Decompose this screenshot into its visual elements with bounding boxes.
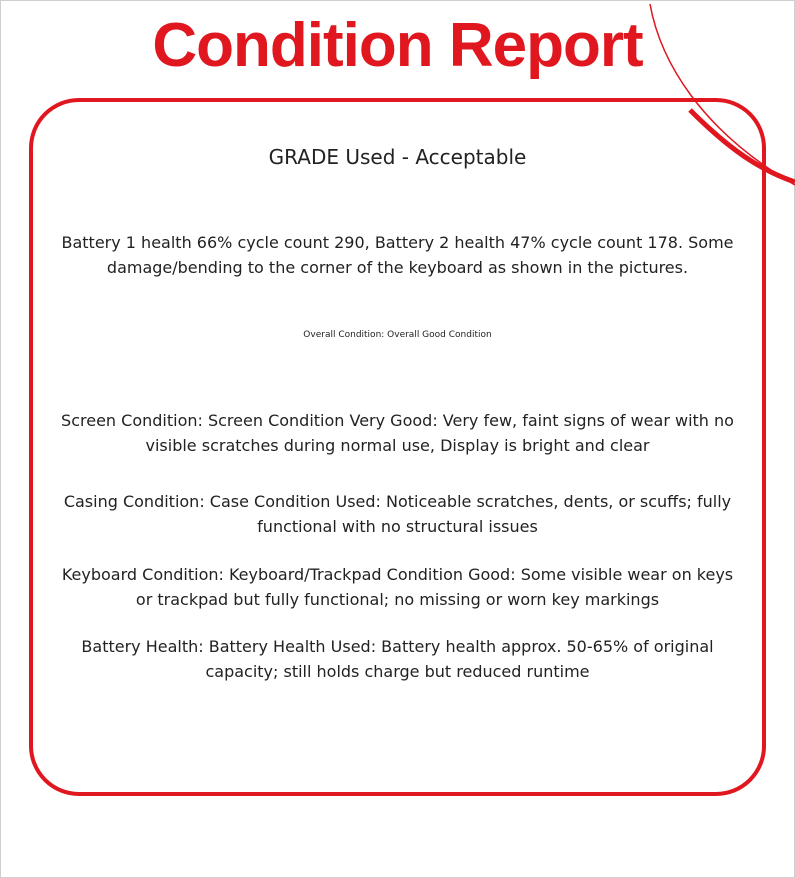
grade-heading: GRADE Used - Acceptable (268, 145, 527, 169)
report-title: Condition Report (152, 11, 643, 80)
battery-summary: Battery 1 health 66% cycle count 290, Battery 2 health 47% cycle count 178. Some damage/bending to the corner of the keyboard as shown in the pictures. (61, 233, 734, 277)
keyboard-condition: Keyboard Condition: Keyboard/Trackpad Condition Good: Some visible wear on keys or trackpad but fully functional; no missing or worn key markings (61, 565, 734, 609)
screen-condition: Screen Condition: Screen Condition Very Good: Very few, faint signs of wear with no visible scratches during normal use, Display is bright and clear (61, 411, 734, 455)
overall-condition: Overall Condition: Overall Good Condition (303, 330, 492, 340)
battery-health: Battery Health: Battery Health Used: Battery health approx. 50-65% of original capacity; still holds charge but reduced runtime (81, 637, 714, 681)
casing-condition: Casing Condition: Case Condition Used: Noticeable scratches, dents, or scuffs; fully functional with no structural issues (63, 492, 732, 536)
